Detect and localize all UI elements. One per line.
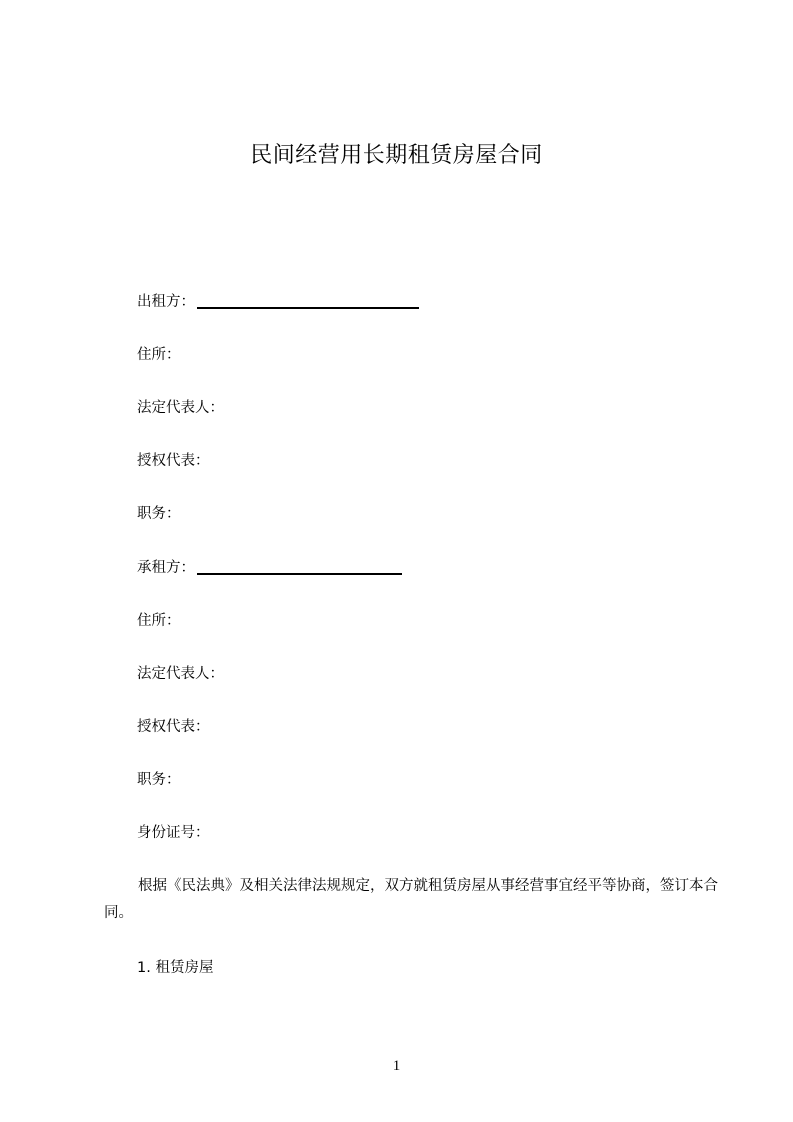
lessee-blank-line[interactable] xyxy=(197,561,402,575)
lessor-label: 出租方： xyxy=(137,294,195,310)
lessor-authorized-rep-label: 授权代表： xyxy=(137,453,210,469)
lessee-legal-rep-label: 法定代表人： xyxy=(137,666,224,682)
document-title: 民间经营用长期租赁房屋合同 xyxy=(250,143,543,168)
lessor-legal-rep-label: 法定代表人： xyxy=(137,400,224,416)
lessee-id-number-field xyxy=(137,823,210,843)
lessor-address-field xyxy=(137,345,181,365)
page-number: 1 xyxy=(392,1058,401,1074)
lessor-field xyxy=(137,292,419,312)
lessee-legal-rep-field xyxy=(137,664,224,684)
lessor-address-label: 住所： xyxy=(137,347,181,363)
lessee-id-number-label: 身份证号： xyxy=(137,825,210,841)
lessee-address-label: 住所： xyxy=(137,613,181,629)
lessee-label: 承租方： xyxy=(137,560,195,576)
lessee-authorized-rep-field xyxy=(137,717,210,737)
lessee-field xyxy=(137,558,402,578)
preamble-text: 根据《民法典》及相关法律法规规定，双方就租赁房屋从事经营事宜经平等协商，签订本合同。 xyxy=(104,878,718,921)
lessor-position-label: 职务： xyxy=(137,506,181,522)
lessor-authorized-rep-field xyxy=(137,451,210,471)
lessee-position-field xyxy=(137,770,181,790)
lessor-position-field xyxy=(137,504,181,524)
lessee-address-field xyxy=(137,611,181,631)
preamble-paragraph xyxy=(104,873,724,927)
lessor-legal-rep-field xyxy=(137,398,224,418)
lessor-blank-line[interactable] xyxy=(197,295,419,309)
lessee-position-label: 职务： xyxy=(137,772,181,788)
section-1-heading: 1. 租赁房屋 xyxy=(137,960,214,976)
lessee-authorized-rep-label: 授权代表： xyxy=(137,719,210,735)
